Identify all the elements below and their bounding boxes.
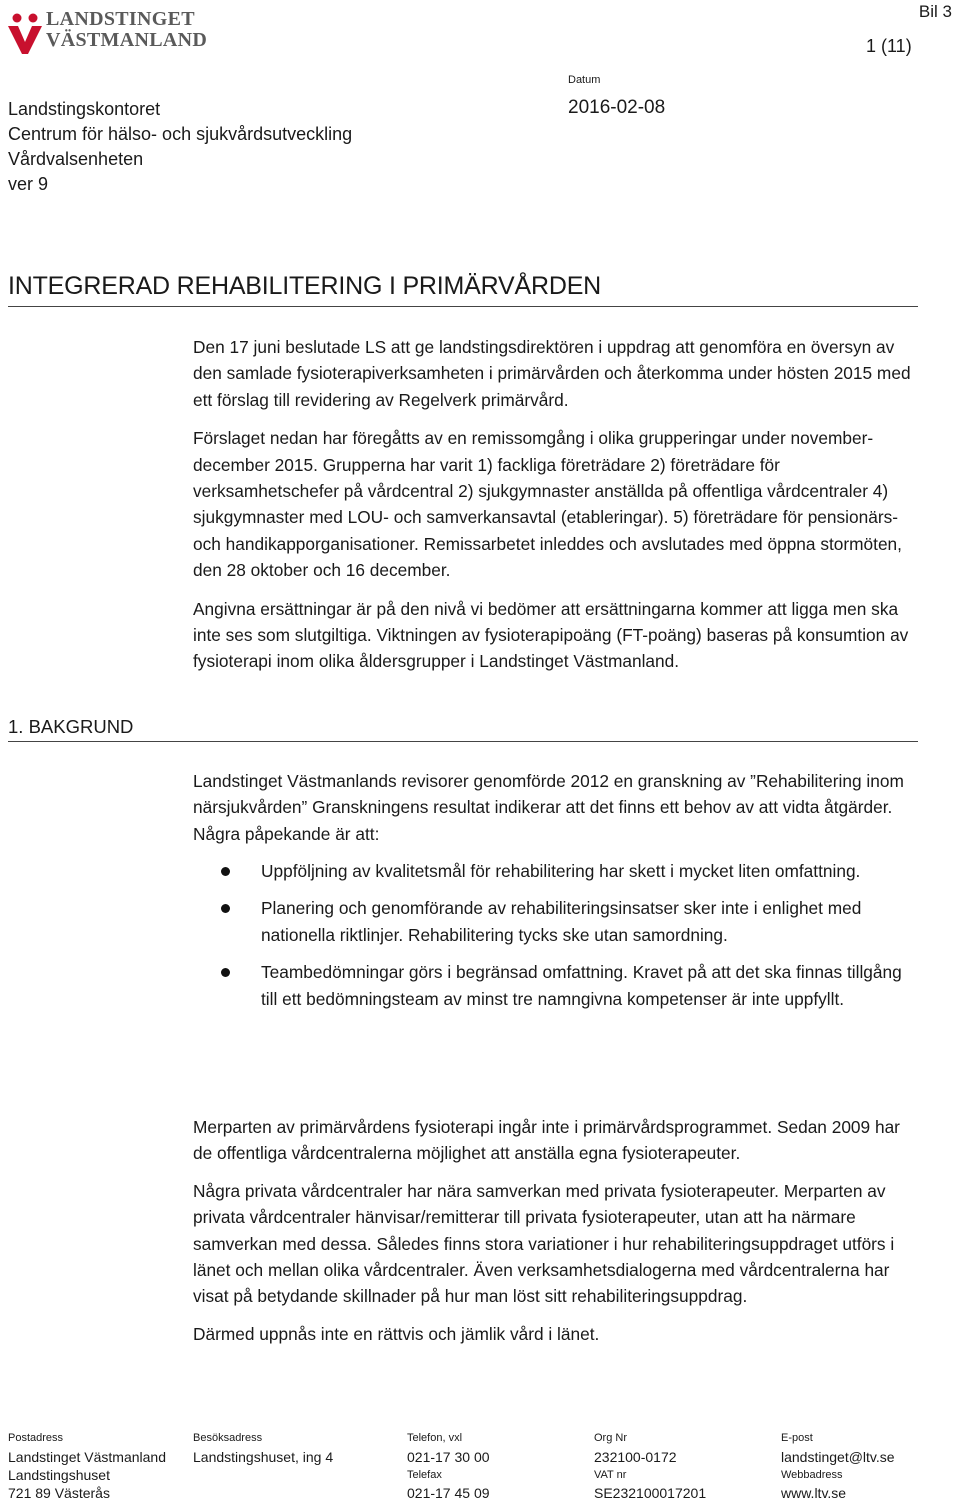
list-item-text: Teambedömningar görs i begränsad omfattning. Kravet på att det ska finnas tillgång till ett bedömningsteam av minst tre namngivna kompetenser är inte uppfyllt. [261,962,902,1009]
sender-line: ver 9 [8,174,49,194]
footer-value: 021-17 30 00 [407,1449,490,1465]
intro-paragraph: Förslaget nedan har föregåtts av en remissomgång i olika grupperingar under november-december 2015. Grupperna har varit 1) fackliga företrädare 2) företrädare för verksamhetschefer på vårdcentral 2) sjukgymnaster anställda på offentliga vårdcentraler 4) sjukgymnaster med LOU- och samverkansavtal (etableringar). 5) företrädare för pensionärs- och handikapporganisationer. Remissarbetet inleddes och avslutades med öppna stormöten, den 28 oktober och 16 december. [193,428,902,581]
sender-block [8,97,352,197]
body-paragraph: Några privata vårdcentraler har nära samverkan med privata fysioterapeuter. Merparten av privata vårdcentraler hänvisar/remitterar till privata fysioterapeuter, utan att ha närmare samverkan med dessa. Således finns stora variationer i hur rehabiliteringsuppdraget utförs i länet och mellan olika vårdcentraler. Även verksamhetsdialogerna med vårdcentralerna har visat på betydande skillnader på hur man löst sitt rehabiliteringsuppdrag. [193,1180,895,1307]
list-item [215,959,915,1012]
date-value: 2016-02-08 [568,97,666,118]
footer-label: Webbadress [781,1469,843,1481]
footer-label: E-post [781,1432,813,1444]
footer-contact [781,1432,895,1501]
footer-value: Landstingshuset [8,1467,110,1483]
attachment-label: Bil 3 [918,2,952,21]
footer-phone [407,1432,490,1501]
body-paragraph: Merparten av primärvårdens fysioterapi ingår inte i primärvårdsprogrammet. Sedan 2009 har de offentliga vårdcentralerna möjlighet att anställa egna fysioterapeuter. [193,1117,900,1164]
bullet-icon [221,904,230,913]
footer-label: Telefax [407,1469,442,1481]
sender-line: Vårdvalsenheten [8,149,144,169]
logo [6,10,206,66]
bullet-icon [221,867,230,876]
footer-value: 232100-0172 [594,1449,677,1465]
footer-label: Besöksadress [193,1432,263,1444]
website-link[interactable]: www.ltv.se [781,1485,847,1501]
intro-paragraph: Angivna ersättningar är på den nivå vi bedömer att ersättningarna kommer att ligga men ska inte ses som slutgiltiga. Viktningen av fysioterapipoäng (FT-poäng) baseras på konsumtion av fysioterapi inom olika åldersgrupper i Landstinget Västmanland. [193,598,909,672]
bullet-icon [221,968,230,977]
sender-line: Landstingskontoret [8,99,161,119]
footer-value: 721 89 Västerås [8,1485,110,1501]
findings-list [215,858,915,1023]
logo-emblem-icon [6,12,44,56]
logo-line-1: LANDSTINGET [46,8,195,30]
body-paragraph: Därmed uppnås inte en rättvis och jämlik vård i länet. [193,1323,600,1344]
date-label: Datum [568,74,601,86]
footer-label: Telefon, vxl [407,1432,463,1444]
page-number: 1 (11) [866,36,912,56]
footer-org [594,1432,706,1501]
list-item-text: Planering och genomförande av rehabiliteringsinsatser sker inte i enlighet med nationella riktlinjer. Rehabilitering tycks ske utan samordning. [261,898,862,945]
sender-line: Centrum för hälso- och sjukvårdsutveckling [8,124,353,144]
footer-value: 021-17 45 09 [407,1485,490,1501]
background-paragraph [193,768,921,847]
document-title: INTEGRERAD REHABILITERING I PRIMÄRVÅRDEN [8,272,602,300]
footer-visit [193,1432,333,1465]
section-heading: 1. BAKGRUND [8,716,134,737]
email-link[interactable]: landstinget@ltv.se [781,1449,895,1465]
title-divider [8,306,918,307]
footer-value: SE232100017201 [594,1485,707,1501]
logo-line-2: VÄSTMANLAND [46,29,208,51]
footer-value: Landstinget Västmanland [8,1449,166,1465]
footer-label: Org Nr [594,1432,627,1444]
list-item-text: Uppföljning av kvalitetsmål för rehabilitering har skett i mycket liten omfattning. [261,861,861,881]
footer-label: Postadress [8,1432,64,1444]
section-divider [8,741,918,742]
intro-paragraph: Den 17 juni beslutade LS att ge landstingsdirektören i uppdrag att genomföra en översyn av den samlade fysioterapiverksamheten i primärvården och återkomma under hösten 2015 med ett förslag till revidering av Regelverk primärvård. [193,337,911,410]
background-text: Landstinget Västmanlands revisorer genomförde 2012 en granskning av ”Rehabilitering inom närsjukvården” Granskningens resultat indikerar att det finns ett behov av att vidta åtgärder. Några påpekande är att: [193,771,904,844]
footer-label: VAT nr [594,1469,627,1481]
list-item [215,858,915,884]
background-continued [193,1114,921,1358]
footer-value: Landstingshuset, ing 4 [193,1449,334,1465]
list-item [215,895,915,948]
intro-section [193,334,923,687]
footer-postal [8,1432,166,1501]
